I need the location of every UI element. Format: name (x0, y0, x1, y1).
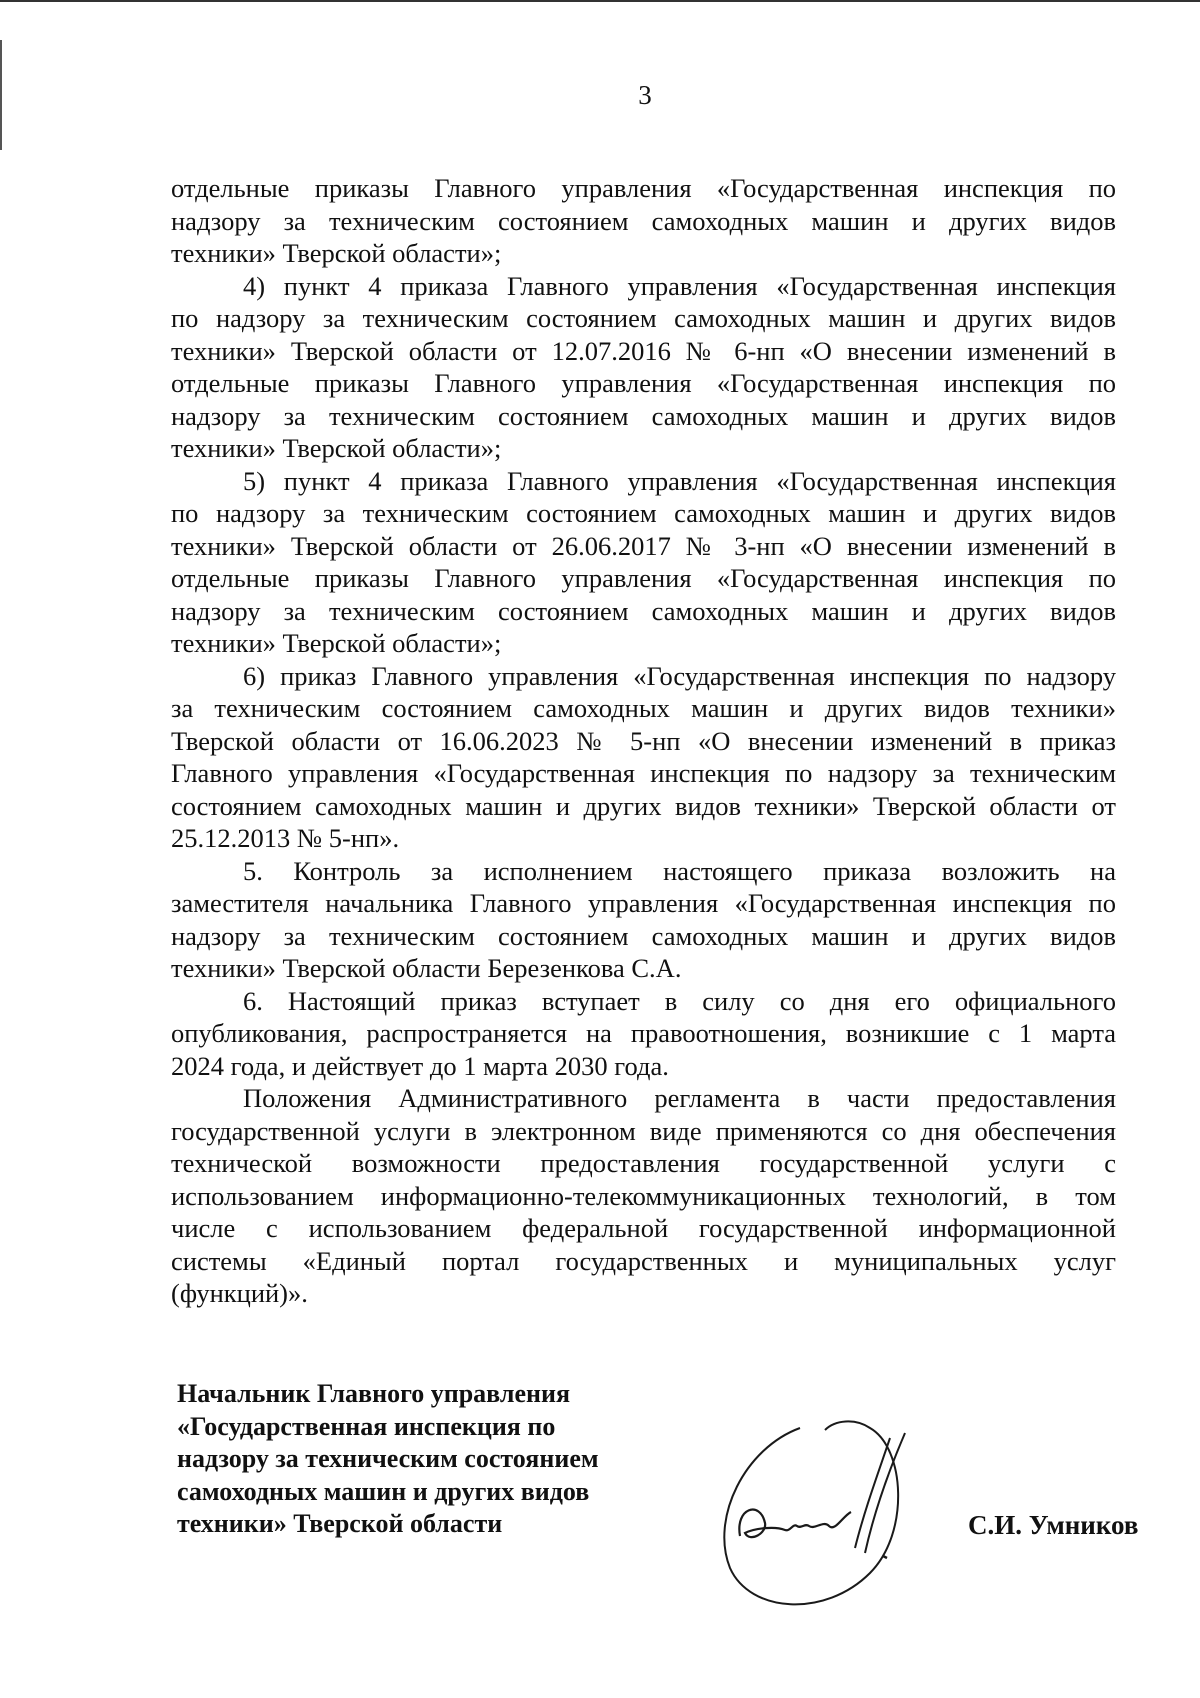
paragraph (171, 855, 1116, 985)
text-line: 6) приказ Главного управления «Государственная инспекция по надзору (243, 660, 1116, 691)
text-line: техники» Тверской области от 12.07.2016 № 6-нп «О внесении изменений в (171, 335, 1116, 366)
text-line: 25.12.2013 № 5-нп». (171, 823, 400, 853)
text-line: техники» Тверской области»; (171, 628, 502, 658)
text-line: (функций)». (171, 1278, 308, 1308)
text-line: технической возможности предоставления государственной услуги с (171, 1148, 1116, 1178)
text-line: 2024 года, и действует до 1 марта 2030 года. (171, 1050, 669, 1081)
paragraph (171, 172, 1116, 270)
text-line: Тверской области от 16.06.2023 № 5-нп «О внесении изменений в приказ (171, 725, 1116, 756)
text-line: числе с использованием федеральной государственной информационной (171, 1213, 1116, 1243)
text-line: надзору за техническим состоянием самоходных машин и других видов (171, 595, 1116, 626)
text-line: 6. Настоящий приказ вступает в силу со дня его официального (243, 985, 1116, 1016)
text-line: техники» Тверской области Березенкова С.А. (171, 953, 682, 983)
paragraph (171, 270, 1116, 465)
signer-title-line: самоходных машин и других видов (177, 1476, 590, 1506)
text-line: надзору за техническим состоянием самоходных машин и других видов (171, 400, 1116, 431)
signer-title-line: Начальник Главного управления (177, 1379, 571, 1408)
text-line: надзору за техническим состоянием самоходных машин и других видов (171, 205, 1116, 236)
text-line: 4) пункт 4 приказа Главного управления «Государственная инспекция (243, 270, 1116, 301)
text-line: Положения Административного регламента в части предоставления (243, 1083, 1116, 1113)
paragraph (171, 985, 1116, 1083)
text-line: системы «Единый портал государственных и муниципальных услуг (171, 1245, 1116, 1276)
text-line: техники» Тверской области»; (171, 238, 502, 268)
signer-title-line: надзору за техническим состоянием (177, 1444, 599, 1473)
text-line: 5. Контроль за исполнением настоящего приказа возложить на (243, 855, 1116, 886)
text-line: по надзору за техническим состоянием самоходных машин и других видов (171, 498, 1116, 528)
text-line: опубликования, распространяется на правоотношения, возникшие с 1 марта (171, 1018, 1116, 1048)
text-line: заместителя начальника Главного управления «Государственная инспекция по (171, 888, 1116, 918)
text-line: состоянием самоходных машин и других видов техники» Тверской области от (171, 790, 1116, 821)
handwritten-signature (705, 1408, 925, 1618)
text-line: надзору за техническим состоянием самоходных машин и других видов (171, 920, 1116, 951)
signer-title-line: «Государственная инспекция по (177, 1411, 556, 1441)
text-line: техники» Тверской области»; (171, 433, 502, 463)
page-number: 3 (638, 80, 652, 110)
text-line: Главного управления «Государственная инспекция по надзору за техническим (171, 758, 1116, 788)
text-line: использованием информационно-телекоммуникационных технологий, в том (171, 1180, 1116, 1211)
signer-name: С.И. Умников (968, 1510, 1139, 1540)
text-line: отдельные приказы Главного управления «Государственная инспекция по (171, 563, 1116, 593)
text-line: по надзору за техническим состоянием самоходных машин и других видов (171, 303, 1116, 333)
text-line: государственной услуги в электронном виде применяются со дня обеспечения (171, 1115, 1116, 1146)
paragraph (171, 465, 1116, 660)
signer-title-line: техники» Тверской области (177, 1509, 503, 1538)
text-line: техники» Тверской области от 26.06.2017 № 3-нп «О внесении изменений в (171, 530, 1116, 561)
scan-edge-top (0, 0, 1200, 2)
paragraph (171, 1082, 1116, 1310)
text-line: отдельные приказы Главного управления «Государственная инспекция по (171, 173, 1116, 203)
text-line: отдельные приказы Главного управления «Государственная инспекция по (171, 368, 1116, 398)
text-line: 5) пункт 4 приказа Главного управления «Государственная инспекция (243, 465, 1116, 496)
document-body (171, 172, 1116, 1310)
text-line: за техническим состоянием самоходных машин и других видов техники» (171, 693, 1116, 723)
signer-title (177, 1378, 657, 1541)
paragraph (171, 660, 1116, 855)
